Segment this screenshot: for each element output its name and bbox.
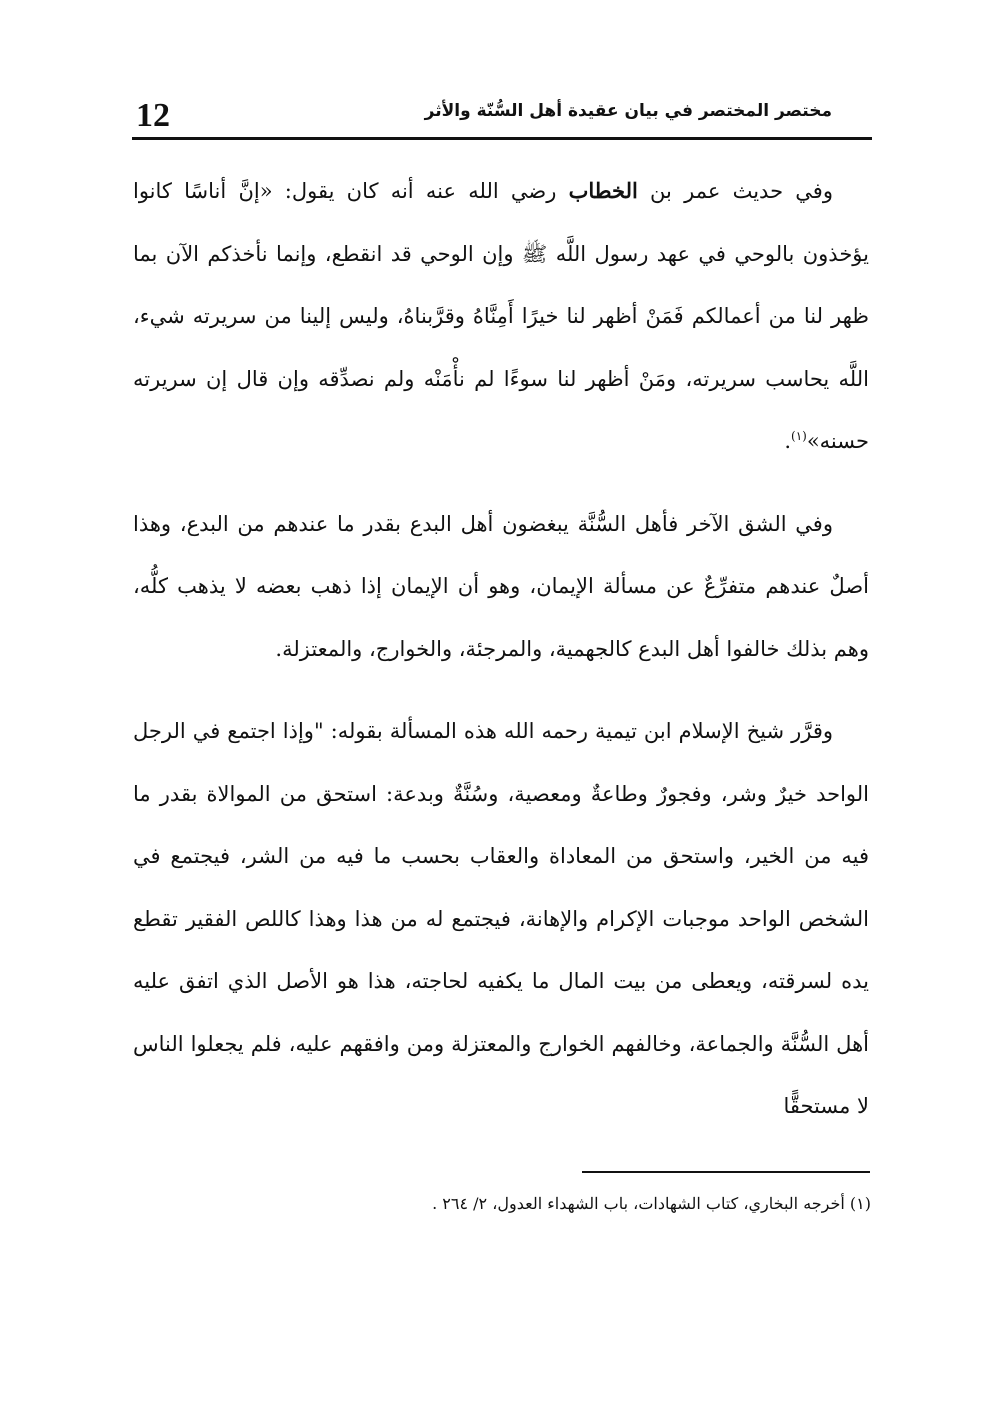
footnote-rule bbox=[582, 1171, 870, 1173]
body-text bbox=[133, 160, 869, 1138]
running-header-title: مختصر المختصر في بيان عقيدة أهل السُّنّة والأثر bbox=[424, 101, 832, 121]
paragraph-1-lead: وفي حديث عمر بن bbox=[650, 179, 833, 203]
header-rule bbox=[132, 137, 872, 140]
footnote-reference: (١) bbox=[791, 429, 807, 443]
paragraph-2: وفي الشق الآخر فأهل السُّنَّة يبغضون أهل البدع بقدر ما عندهم من البدع، وهذا أصلٌ عندهم متفرِّعٌ عن مسألة الإيمان، وهو أن الإيمان إذا ذهب بعضه لا يذهب كلُّه، وهم بذلك خالفوا أهل البدع كالجهمية، والمرجئة، والخوارج، والمعتزلة. bbox=[133, 511, 869, 661]
paragraph-1-end: . bbox=[784, 429, 791, 453]
paragraph-1 bbox=[133, 160, 869, 473]
paragraph-1-bold-name: الخطاب bbox=[568, 178, 638, 203]
paragraph-1-text: رضي الله عنه أنه كان يقول: «إنَّ أناسًا كانوا يؤخذون بالوحي في عهد رسول اللَّه ﷺ وإن الوحي قد انقطع، وإنما نأخذكم الآن بما ظهر لنا من أعمالكم فَمَنْ أظهر لنا خيرًا أَمِنَّاهُ وقرَّبناهُ، وليس إلينا من سريرته شيء، اللَّه يحاسب سريرته، ومَنْ أظهر لنا سوءًا لم نأْمَنْه ولم نصدِّقه وإن قال إن سريرته حسنه» bbox=[133, 179, 869, 453]
page-number: 12 bbox=[136, 97, 170, 134]
paragraph-3: وقرَّر شيخ الإسلام ابن تيمية رحمه الله هذه المسألة بقوله: "وإذا اجتمع في الرجل الواحد خيرٌ وشر، وفجورٌ وطاعةٌ ومعصية، وسُنَّةٌ وبدعة: استحق من الموالاة بقدر ما فيه من الخير، واستحق من المعاداة والعقاب بحسب ما فيه من الشر، فيجتمع في الشخص الواحد موجبات الإكرام والإهانة، فيجتمع له من هذا وهذا كاللص الفقير تقطع يده لسرقته، ويعطى من بيت المال ما يكفيه لحاجته، هذا هو الأصل الذي اتفق عليه أهل السُّنَّة والجماعة، وخالفهم الخوارج والمعتزلة ومن وافقهم عليه، فلم يجعلوا الناس لا مستحقًّا bbox=[133, 719, 869, 1118]
footnote: (١) أخرجه البخاري، كتاب الشهادات، باب الشهداء العدول، ٢/ ٢٦٤ . bbox=[432, 1194, 871, 1213]
